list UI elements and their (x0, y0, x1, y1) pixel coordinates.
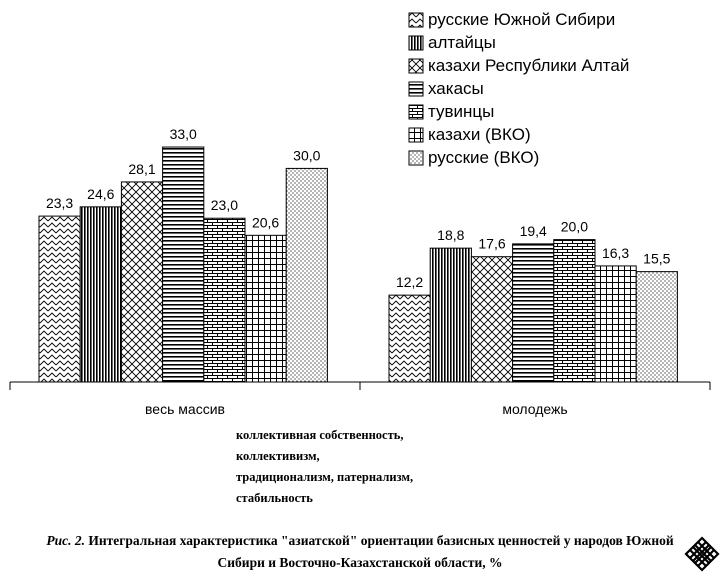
bar (636, 272, 677, 382)
legend-label: русские Южной Сибири (428, 10, 616, 29)
legend-label: русские (ВКО) (428, 148, 540, 167)
legend-swatch (409, 151, 423, 165)
legend-swatch (409, 82, 423, 96)
bar (430, 248, 471, 382)
bar (121, 182, 162, 382)
data-label: 23,3 (45, 195, 74, 212)
bar (245, 235, 286, 382)
data-label: 20,0 (560, 218, 589, 235)
bar (513, 244, 554, 382)
annotation-line: коллективизм, (236, 449, 320, 463)
legend-swatch (409, 105, 423, 119)
bar (595, 266, 636, 382)
annotation-line: коллективная собственность, (236, 428, 404, 442)
figure-caption (40, 530, 680, 574)
bar (554, 240, 595, 382)
bar (286, 168, 327, 382)
annotation-line: стабильность (236, 491, 313, 505)
data-label: 28,1 (128, 160, 156, 177)
bar (471, 257, 512, 382)
bar (389, 295, 430, 382)
legend-swatch (409, 128, 423, 142)
data-label: 33,0 (169, 126, 197, 143)
data-label: 23,0 (210, 197, 239, 214)
category-label: молодежь (502, 401, 568, 417)
data-label: 12,2 (395, 274, 424, 291)
data-label: 17,6 (478, 235, 506, 252)
data-label: 24,6 (87, 185, 115, 202)
bar (39, 216, 80, 382)
data-label: 15,5 (643, 250, 671, 267)
legend-label: казахи (ВКО) (428, 125, 531, 144)
bar (204, 218, 245, 382)
bar (163, 147, 204, 382)
data-label: 20,6 (251, 214, 280, 231)
legend-label: алтайцы (428, 33, 496, 52)
annotation-line: традиционализм, патернализм, (236, 470, 414, 484)
data-label: 18,8 (437, 227, 465, 244)
bar (80, 207, 121, 382)
data-label: 16,3 (601, 244, 630, 261)
data-label: 30,0 (293, 147, 321, 164)
data-label: 19,4 (519, 222, 547, 239)
legend-swatch (409, 59, 423, 73)
chart-annotation (236, 425, 536, 509)
category-label: весь массив (145, 401, 225, 417)
legend-swatch (409, 36, 423, 50)
endless-knot-ornament-icon (684, 536, 720, 572)
legend-label: тувинцы (428, 102, 495, 121)
legend-label: казахи Республики Алтай (428, 56, 630, 75)
legend-label: хакасы (428, 79, 484, 98)
legend-swatch (409, 13, 423, 27)
figure-caption-text: Интегральная характеристика "азиатской" ориентации базисных ценностей у народов Южной Сибири и Восточно-Казахстанской области, % (88, 533, 674, 570)
figure-label: Рис. 2. (46, 533, 85, 548)
